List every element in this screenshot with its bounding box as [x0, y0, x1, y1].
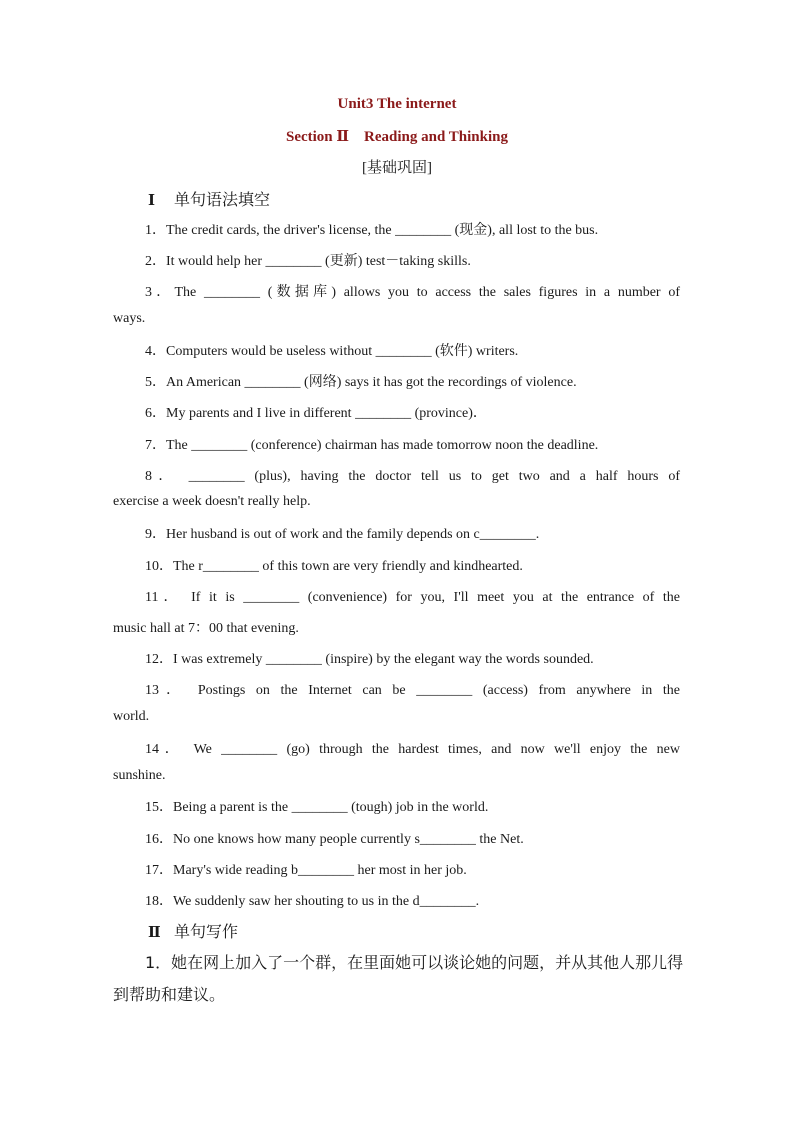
writing-question-1: 1．她在网上加入了一个群，在里面她可以谈论她的问题，并从其他人那儿得: [145, 953, 684, 972]
part2-roman: Ⅱ: [148, 925, 161, 941]
question-13: 13． Postings on the Internet can be ________ (access) from anywhere in the: [145, 683, 680, 698]
question-14: 14． We ________ (go) through the hardest times, and now we'll enjoy the new: [145, 742, 680, 757]
part1-heading: [148, 187, 270, 210]
question-1: 1．The credit cards, the driver's license, the ________ (现金), all lost to the bus.: [145, 223, 599, 238]
section-title: Section Ⅱ Reading and Thinking: [285, 129, 509, 145]
question-8-continued: exercise a week doesn't really help.: [113, 494, 311, 509]
question-10: 10．The r________ of this town are very friendly and kindhearted.: [145, 559, 523, 574]
question-6: 6．My parents and I live in different ________ (province)．: [145, 406, 487, 421]
writing-question-1-continued: 到帮助和建议。: [113, 985, 226, 1004]
unit-title: Unit3 The internet: [337, 96, 457, 112]
part1-title: 单句语法填空: [174, 190, 271, 209]
question-15: 15．Being a parent is the ________ (tough) job in the world.: [145, 800, 489, 815]
part1-roman: Ⅰ: [148, 193, 156, 209]
question-16: 16．No one knows how many people currently s________ the Net.: [145, 832, 524, 847]
question-5: 5．An American ________ (网络) says it has got the recordings of violence.: [145, 375, 577, 390]
question-3-continued: ways.: [113, 311, 146, 326]
question-9: 9．Her husband is out of work and the family depends on c________.: [145, 527, 540, 542]
question-13-continued: world.: [113, 709, 150, 724]
question-2: 2．It would help her ________ (更新) test－taking skills.: [145, 254, 471, 269]
part2-heading: [148, 919, 238, 942]
question-18: 18．We suddenly saw her shouting to us in the d________.: [145, 894, 480, 909]
question-4: 4．Computers would be useless without ________ (软件) writers.: [145, 344, 519, 359]
question-8: 8． ________ (plus), having the doctor tell us to get two and a half hours of: [145, 469, 680, 484]
part2-title: 单句写作: [174, 922, 239, 941]
question-3: 3．The ________ (数据库) allows you to access the sales figures in a number of: [145, 285, 680, 300]
question-11-continued: music hall at 7：00 that evening.: [113, 621, 299, 636]
question-17: 17．Mary's wide reading b________ her most in her job.: [145, 863, 467, 878]
question-7: 7．The ________ (conference) chairman has made tomorrow noon the deadline.: [145, 438, 599, 453]
question-12: 12．I was extremely ________ (inspire) by the elegant way the words sounded.: [145, 652, 594, 667]
question-11: 11． If it is ________ (convenience) for you, I'll meet you at the entrance of the: [145, 590, 680, 605]
question-14-continued: sunshine.: [113, 768, 166, 783]
category-label: [基础巩固]: [362, 160, 432, 176]
